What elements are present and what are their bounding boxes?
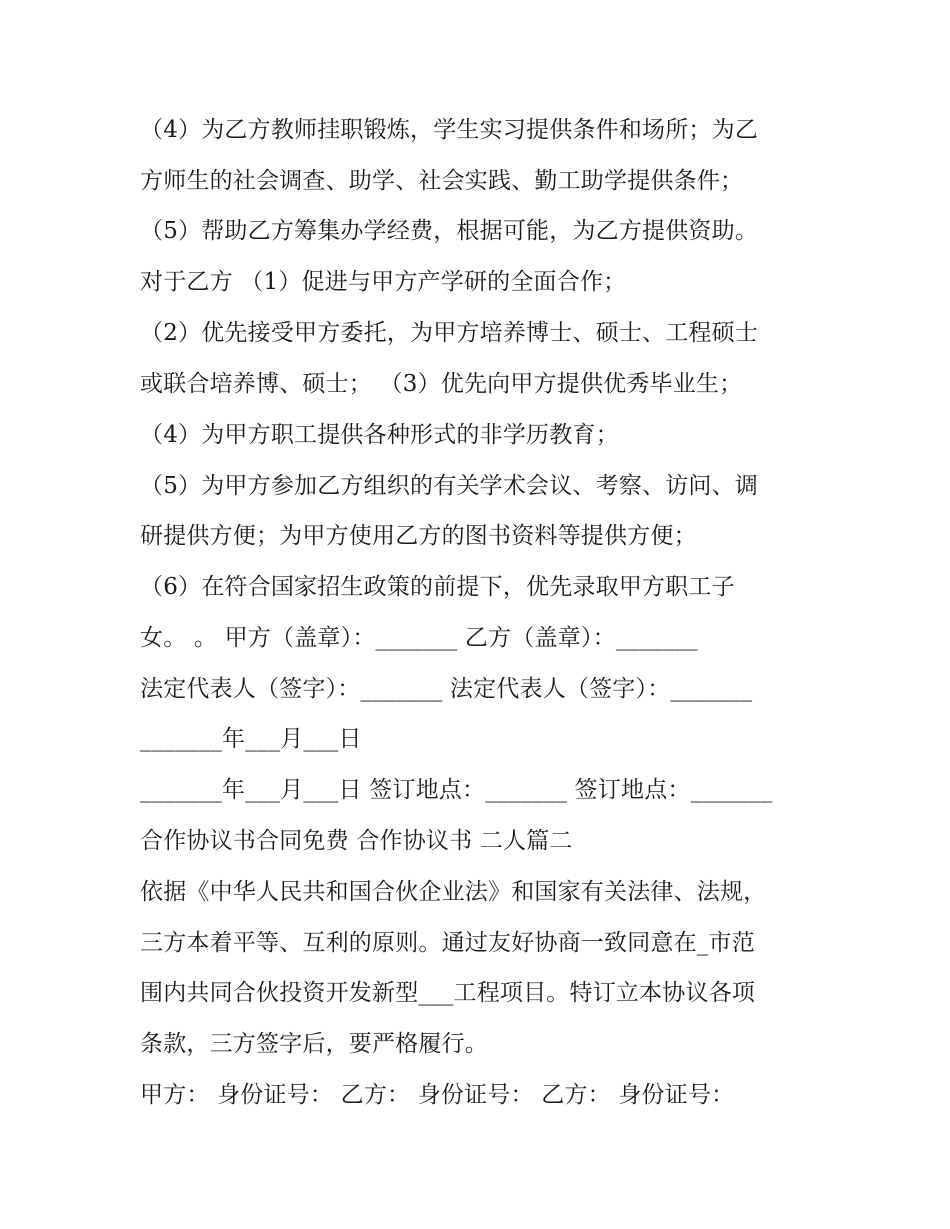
text-line: （4）为甲方职工提供各种形式的非学历教育；: [140, 422, 619, 448]
parties-id-line: 甲方： 身份证号： 乙方： 身份证号： 乙方： 身份证号：: [140, 1082, 735, 1108]
date-line: _______年___月___日: [140, 726, 362, 752]
text-line: 围内共同合伙投资开发新型___工程项目。特订立本协议各项: [140, 980, 756, 1006]
text-line: 研提供方便；为甲方使用乙方的图书资料等提供方便；: [140, 523, 697, 549]
signature-line-representative: 法定代表人（签字）：_______ 法定代表人（签字）：_______: [140, 676, 753, 702]
section-heading: 合作协议书合同免费 合作协议书 二人篇二: [140, 828, 573, 854]
text-line: （4）为乙方教师挂职锻炼，学生实习提供条件和场所；为乙: [140, 117, 759, 143]
text-line: 依据《中华人民共和国合伙企业法》和国家有关法律、法规，: [140, 879, 767, 905]
text-line: 方师生的社会调查、助学、社会实践、勤工助学提供条件；: [140, 168, 744, 194]
date-place-line: _______年___月___日 签订地点：_______ 签订地点：_______: [140, 777, 773, 803]
text-line: 三方本着平等、互利的原则。通过友好协商一致同意在_市范: [140, 930, 755, 956]
text-line: （2）优先接受甲方委托，为甲方培养博士、硕士、工程硕士: [140, 320, 759, 346]
text-line: 条款，三方签字后，要严格履行。: [140, 1031, 488, 1057]
signature-line-seal: 女。 。 甲方（盖章）：_______ 乙方（盖章）：_______: [140, 625, 698, 651]
text-line: （5）帮助乙方筹集办学经费，根据可能，为乙方提供资助。: [140, 218, 759, 244]
text-line: 或联合培养博、硕士； （3）优先向甲方提供优秀毕业生；: [140, 371, 743, 397]
text-line: （6）在符合国家招生政策的前提下，优先录取甲方职工子: [140, 574, 735, 600]
text-line: （5）为甲方参加乙方组织的有关学术会议、考察、访问、调: [140, 473, 759, 499]
text-line: 对于乙方 （1）促进与甲方产学研的全面合作；: [140, 269, 627, 295]
